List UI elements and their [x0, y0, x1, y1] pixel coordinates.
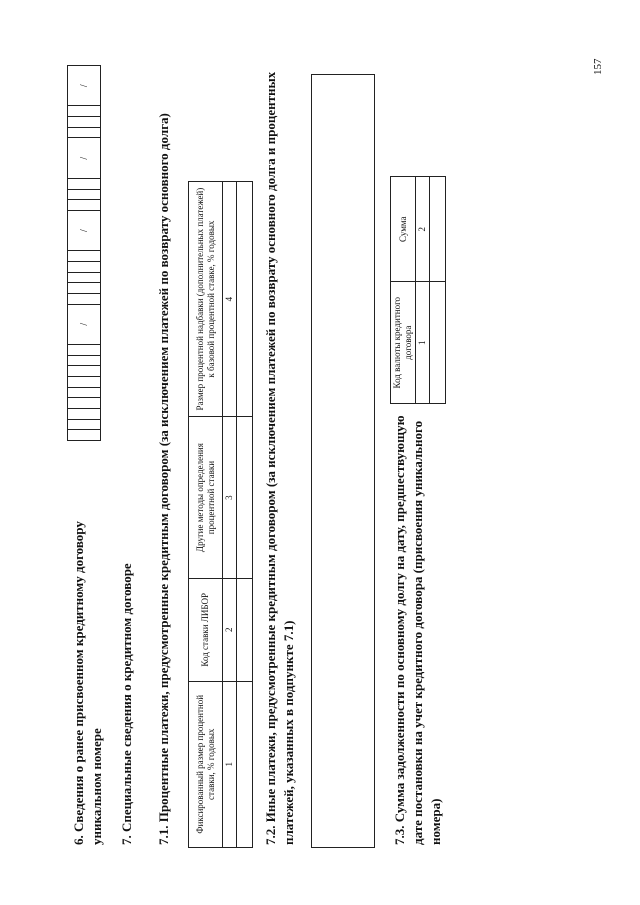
other-payments-box[interactable] [311, 74, 375, 848]
number-box[interactable] [68, 272, 101, 283]
input-cell-1[interactable] [237, 681, 253, 847]
header-libor-code: Код ставки ЛИБОР [189, 579, 223, 682]
input-cell-3[interactable] [237, 417, 253, 579]
input-cell-4[interactable] [237, 182, 253, 417]
number-box[interactable]: / [68, 66, 101, 106]
currency-code-cell[interactable] [430, 282, 446, 404]
page-number: 157 [592, 58, 604, 75]
table-7-1 [188, 181, 253, 848]
col-number-4: 4 [223, 182, 237, 417]
header-currency-code: Код валюты кредитного договора [391, 282, 416, 404]
number-box[interactable]: / [68, 304, 101, 344]
number-box[interactable] [68, 408, 101, 419]
section-6-title-line2: уникальном номере [89, 728, 104, 845]
section-7-2-title-line1: 7.2. Иные платежи, предусмотренные кредитным договором (за исключением платежей по возврату основного долга и процентных [263, 71, 278, 845]
header-amount: Сумма [391, 177, 416, 282]
number-box[interactable] [68, 430, 101, 441]
section-7-1-title: 7.1. Процентные платежи, предусмотренные кредитным договором (за исключением платежей по возврату основного долга) [156, 113, 171, 845]
section-7-2-title-line2: платежей, указанных в подпункте 7.1) [281, 620, 296, 845]
number-box[interactable] [68, 261, 101, 272]
col-number-2: 2 [223, 579, 237, 682]
col-number-1: 1 [223, 681, 237, 847]
number-box[interactable] [68, 283, 101, 294]
section-6-title-line1: 6. Сведения о ранее присвоенном кредитному договору [71, 521, 86, 845]
number-box[interactable] [68, 376, 101, 387]
number-box[interactable] [68, 200, 101, 211]
number-box[interactable] [68, 293, 101, 304]
number-box[interactable]: / [68, 138, 101, 178]
section-7-3-text: 7.3. Сумма задолженности по основному долгу на дату, предшествующую дате постановки на учет кредитного договора (присвоения уникального номера) [392, 415, 443, 845]
section-7-title: 7. Специальные сведения о кредитном договоре [119, 563, 134, 845]
col-number-2: 2 [416, 177, 430, 282]
number-box[interactable] [68, 344, 101, 355]
number-box[interactable] [68, 251, 101, 262]
number-box[interactable] [68, 189, 101, 200]
number-box[interactable] [68, 117, 101, 128]
amount-cell[interactable] [430, 177, 446, 282]
header-margin: Размер процентной надбавки (дополнительных платежей) к базовой процентной ставке, % годовых [189, 182, 223, 417]
number-box[interactable] [68, 106, 101, 117]
col-number-3: 3 [223, 417, 237, 579]
header-fixed-rate: Фиксированный размер процентной ставки, % годовых [189, 681, 223, 847]
unique-number-boxes [67, 65, 101, 441]
number-box[interactable] [68, 398, 101, 409]
number-box[interactable] [68, 127, 101, 138]
number-box[interactable] [68, 419, 101, 430]
number-box[interactable] [68, 366, 101, 377]
table-7-3 [390, 176, 446, 404]
number-box[interactable] [68, 355, 101, 366]
number-box[interactable]: / [68, 210, 101, 250]
col-number-1: 1 [416, 282, 430, 404]
number-box[interactable] [68, 387, 101, 398]
number-box[interactable] [68, 178, 101, 189]
input-cell-2[interactable] [237, 579, 253, 682]
header-other-methods: Другие методы определения процентной ставки [189, 417, 223, 579]
